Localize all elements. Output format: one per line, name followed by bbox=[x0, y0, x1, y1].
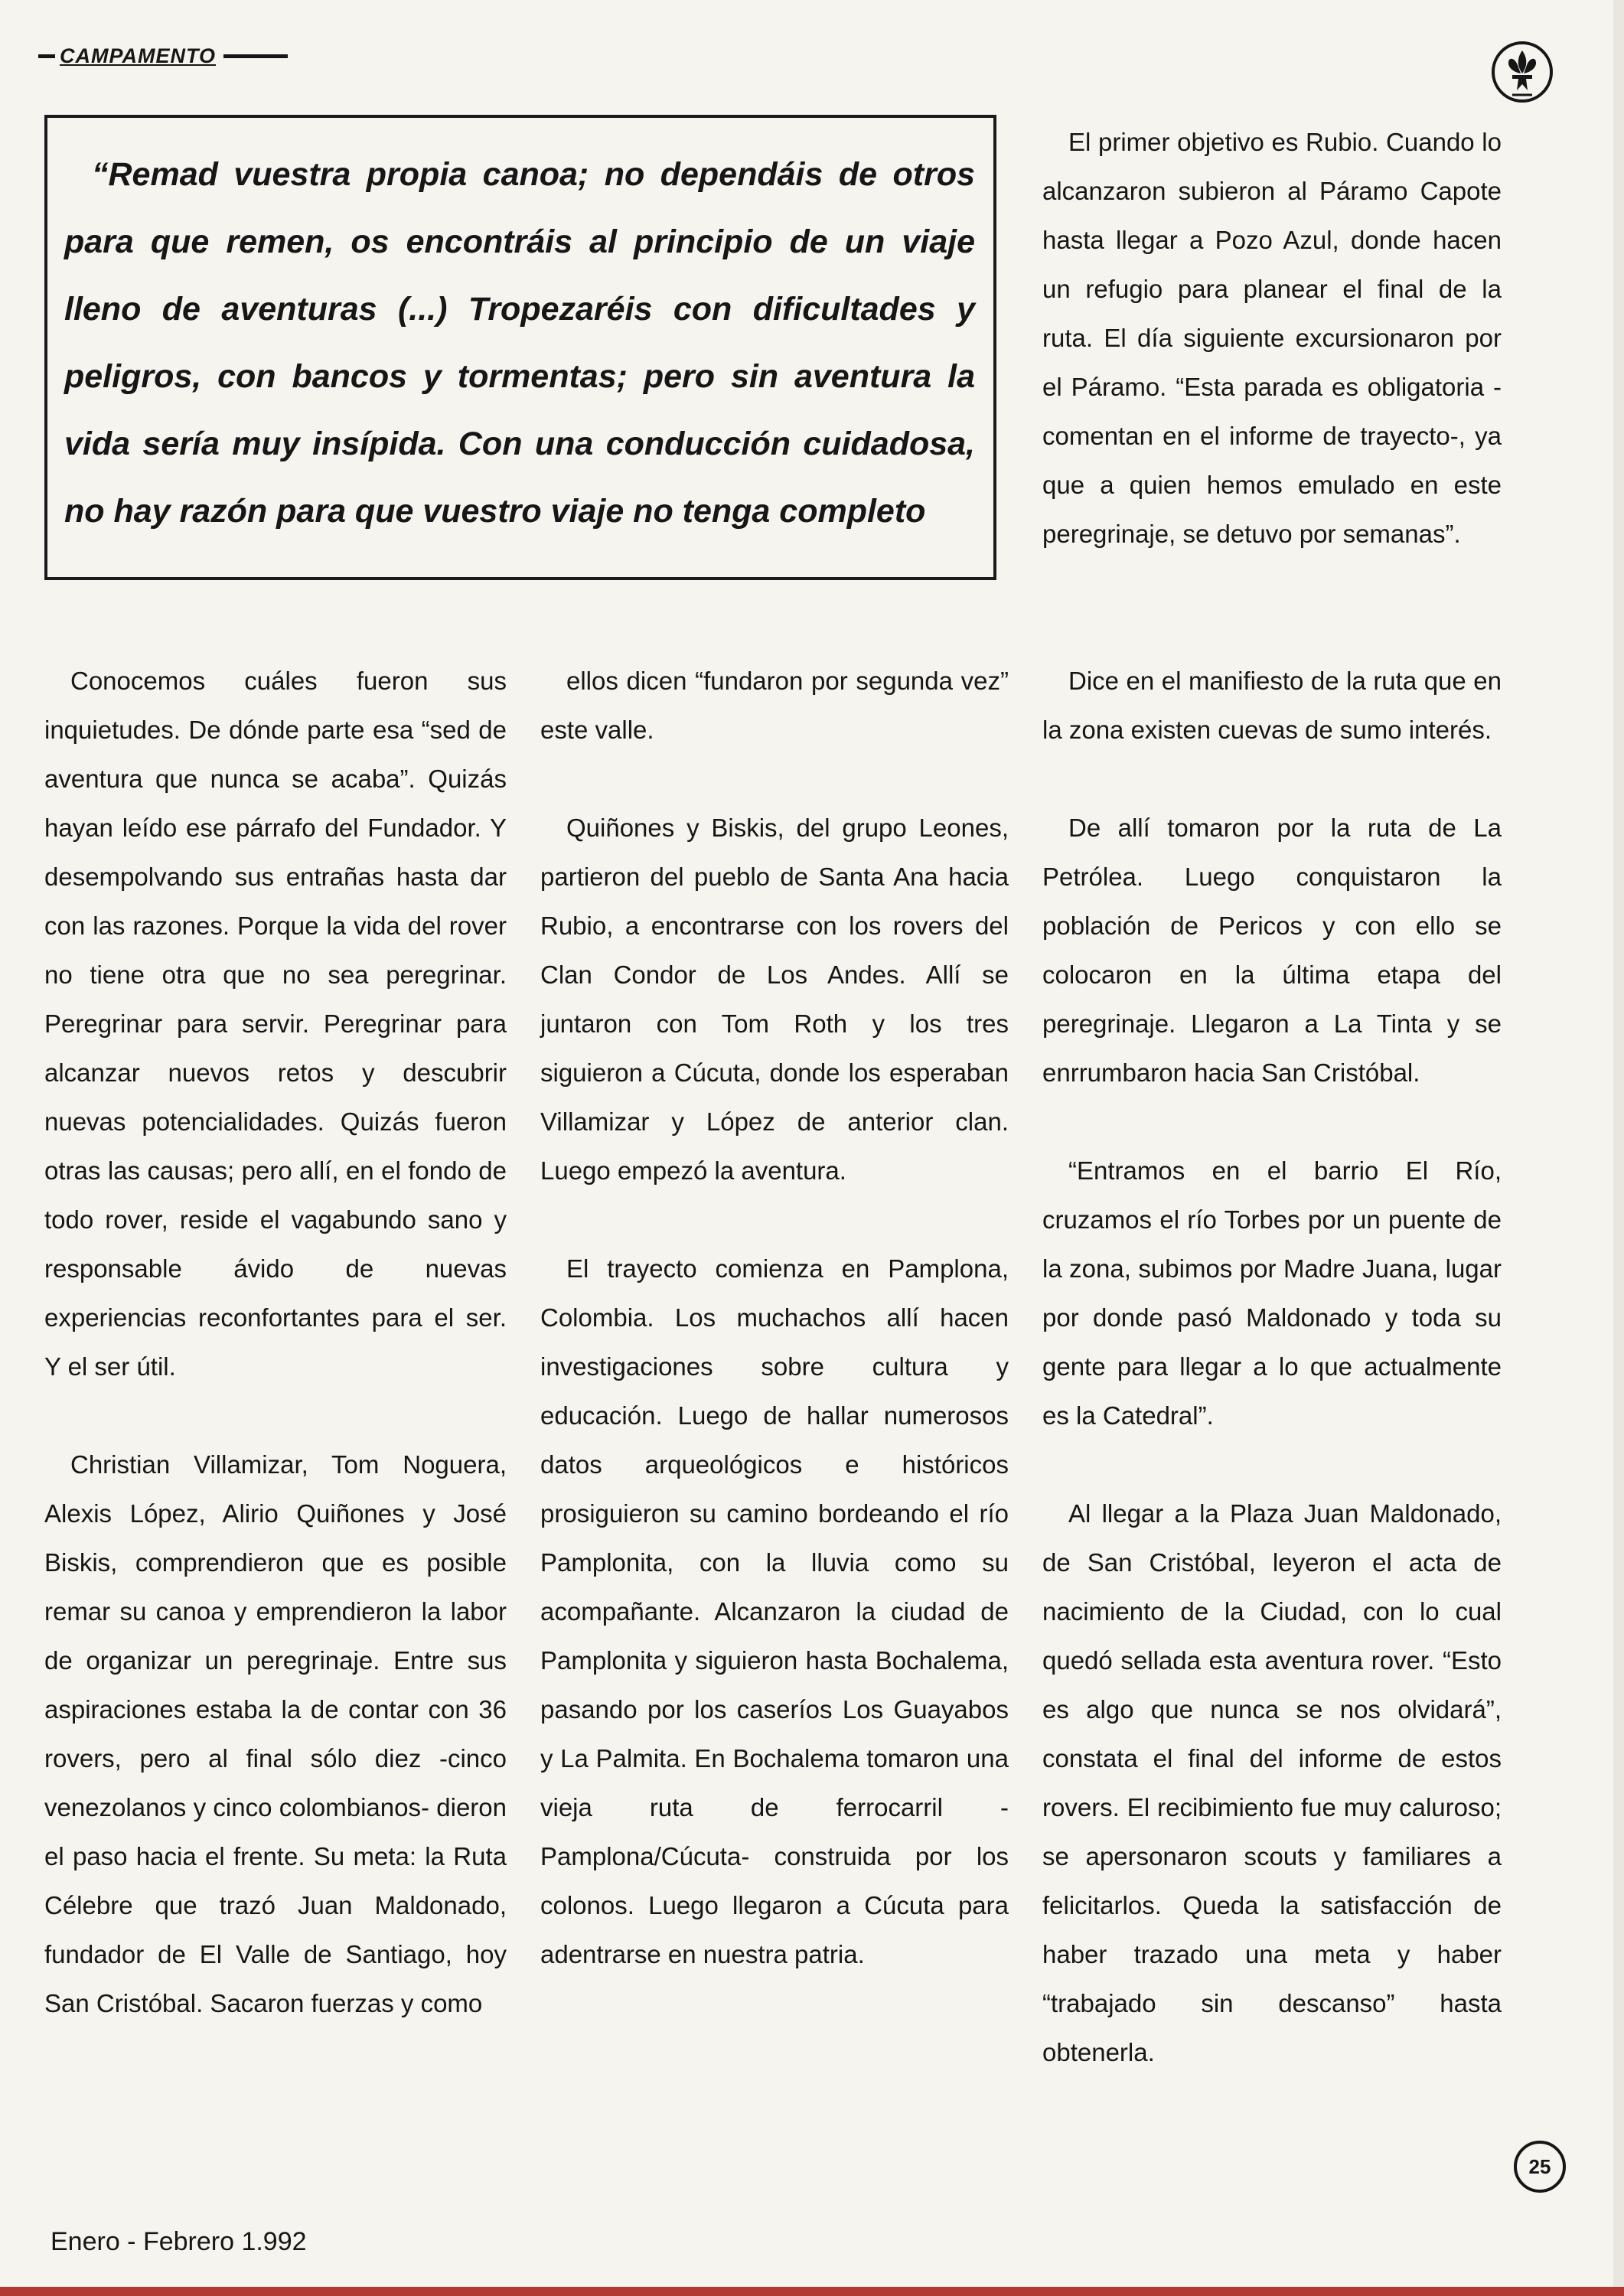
page-edge-bottom bbox=[0, 2287, 1624, 2296]
column-1 bbox=[44, 657, 507, 2028]
paragraph: Al llegar a la Plaza Juan Maldonado, de San Cristóbal, leyeron el acta de nacimiento de la Ciudad, con lo cual quedó sellada esta aventura rover. “Esto es algo que nunca se nos olvidará”, constata el final del informe de estos rovers. El recibimiento fue muy caluroso; se apersonaron scouts y familiares a felicitarlos. Queda la satisfacción de haber trazado una meta y haber “trabajado sin descanso” hasta obtenerla. bbox=[1042, 1499, 1502, 2066]
header-rule-left bbox=[38, 54, 55, 58]
page-number: 25 bbox=[1514, 2141, 1566, 2193]
column-3 bbox=[1042, 657, 1502, 2077]
column-3-top bbox=[1042, 118, 1502, 559]
pull-quote-text: “Remad vuestra propia canoa; no dependáis de otros para que remen, os encontráis al principio de un viaje lleno de aventuras (...) Tropezaréis con dificultades y peligros, con bancos y tormentas; pero sin aventura la vida sería muy insípida. Con una conducción cuidadosa, no hay razón para que vuestro viaje no tenga completo bbox=[64, 156, 975, 530]
issue-date: Enero - Febrero 1.992 bbox=[51, 2227, 307, 2256]
section-header bbox=[38, 44, 288, 68]
column-2 bbox=[540, 657, 1009, 1979]
paragraph: Conocemos cuáles fueron sus inquietudes. De dónde parte esa “sed de aventura que nunca se acaba”. Quizás hayan leído ese párrafo del Fundador. Y desempolvando sus entrañas hasta dar con las razones. Porque la vida del rover no tiene otra que no sea peregrinar. Peregrinar para servir. Peregrinar para alcanzar nuevos retos y descubrir nuevas potencialidades. Quizás fueron otras las causas; pero allí, en el fondo de todo rover, reside el vagabundo sano y responsable ávido de nuevas experiencias reconfortantes para el ser. Y el ser útil. bbox=[44, 667, 507, 1381]
paragraph: El primer objetivo es Rubio. Cuando lo alcanzaron subieron al Páramo Capote hasta llegar a Pozo Azul, donde hacen un refugio para planear el final de la ruta. El día siguiente excursionaron por el Páramo. “Esta parada es obligatoria -comentan en el informe de trayecto-, ya que a quien hemos emulado en este peregrinaje, se detuvo por semanas”. bbox=[1042, 128, 1502, 548]
paragraph: El trayecto comienza en Pamplona, Colombia. Los muchachos allí hacen investigaciones sobre cultura y educación. Luego de hallar numerosos datos arqueológicos e históricos prosiguieron su camino bordeando el río Pamplonita, con la lluvia como su acompañante. Alcanzaron la ciudad de Pamplonita y siguieron hasta Bochalema, pasando por los caseríos Los Guayabos y La Palmita. En Bochalema tomaron una vieja ruta de ferrocarril -Pamplona/Cúcuta- construida por los colonos. Luego llegaron a Cúcuta para adentrarse en nuestra patria. bbox=[540, 1254, 1009, 1968]
header-rule-right bbox=[223, 54, 288, 58]
paragraph: De allí tomaron por la ruta de La Petrólea. Luego conquistaron la población de Pericos y con ello se colocaron en la última etapa del peregrinaje. Llegaron a La Tinta y se enrrumbaron hacia San Cristóbal. bbox=[1042, 814, 1502, 1087]
section-title: CAMPAMENTO bbox=[60, 44, 216, 67]
page-edge bbox=[1613, 0, 1624, 2296]
paragraph: Christian Villamizar, Tom Noguera, Alexis López, Alirio Quiñones y José Biskis, comprendieron que es posible remar su canoa y emprendieron la labor de organizar un peregrinaje. Entre sus aspiraciones estaba la de contar con 36 rovers, pero al final sólo diez -cinco venezolanos y cinco colombianos- dieron el paso hacia el frente. Su meta: la Ruta Célebre que trazó Juan Maldonado, fundador de El Valle de Santiago, hoy San Cristóbal. Sacaron fuerzas y como bbox=[44, 1450, 507, 2017]
pull-quote-box bbox=[44, 115, 996, 580]
fleur-de-lis-scout-emblem-icon bbox=[1489, 40, 1555, 106]
paragraph: Dice en el manifiesto de la ruta que en la zona existen cuevas de sumo interés. bbox=[1042, 667, 1502, 744]
paragraph: Quiñones y Biskis, del grupo Leones, partieron del pueblo de Santa Ana hacia Rubio, a encontrarse con los rovers del Clan Condor de Los Andes. Allí se juntaron con Tom Roth y los tres siguieron a Cúcuta, donde los esperaban Villamizar y López de anterior clan. Luego empezó la aventura. bbox=[540, 814, 1009, 1185]
paragraph: “Entramos en el barrio El Río, cruzamos el río Torbes por un puente de la zona, subimos por Madre Juana, lugar por donde pasó Maldonado y toda su gente para llegar a lo que actualmente es la Catedral”. bbox=[1042, 1156, 1502, 1430]
paragraph: ellos dicen “fundaron por segunda vez” este valle. bbox=[540, 667, 1009, 744]
